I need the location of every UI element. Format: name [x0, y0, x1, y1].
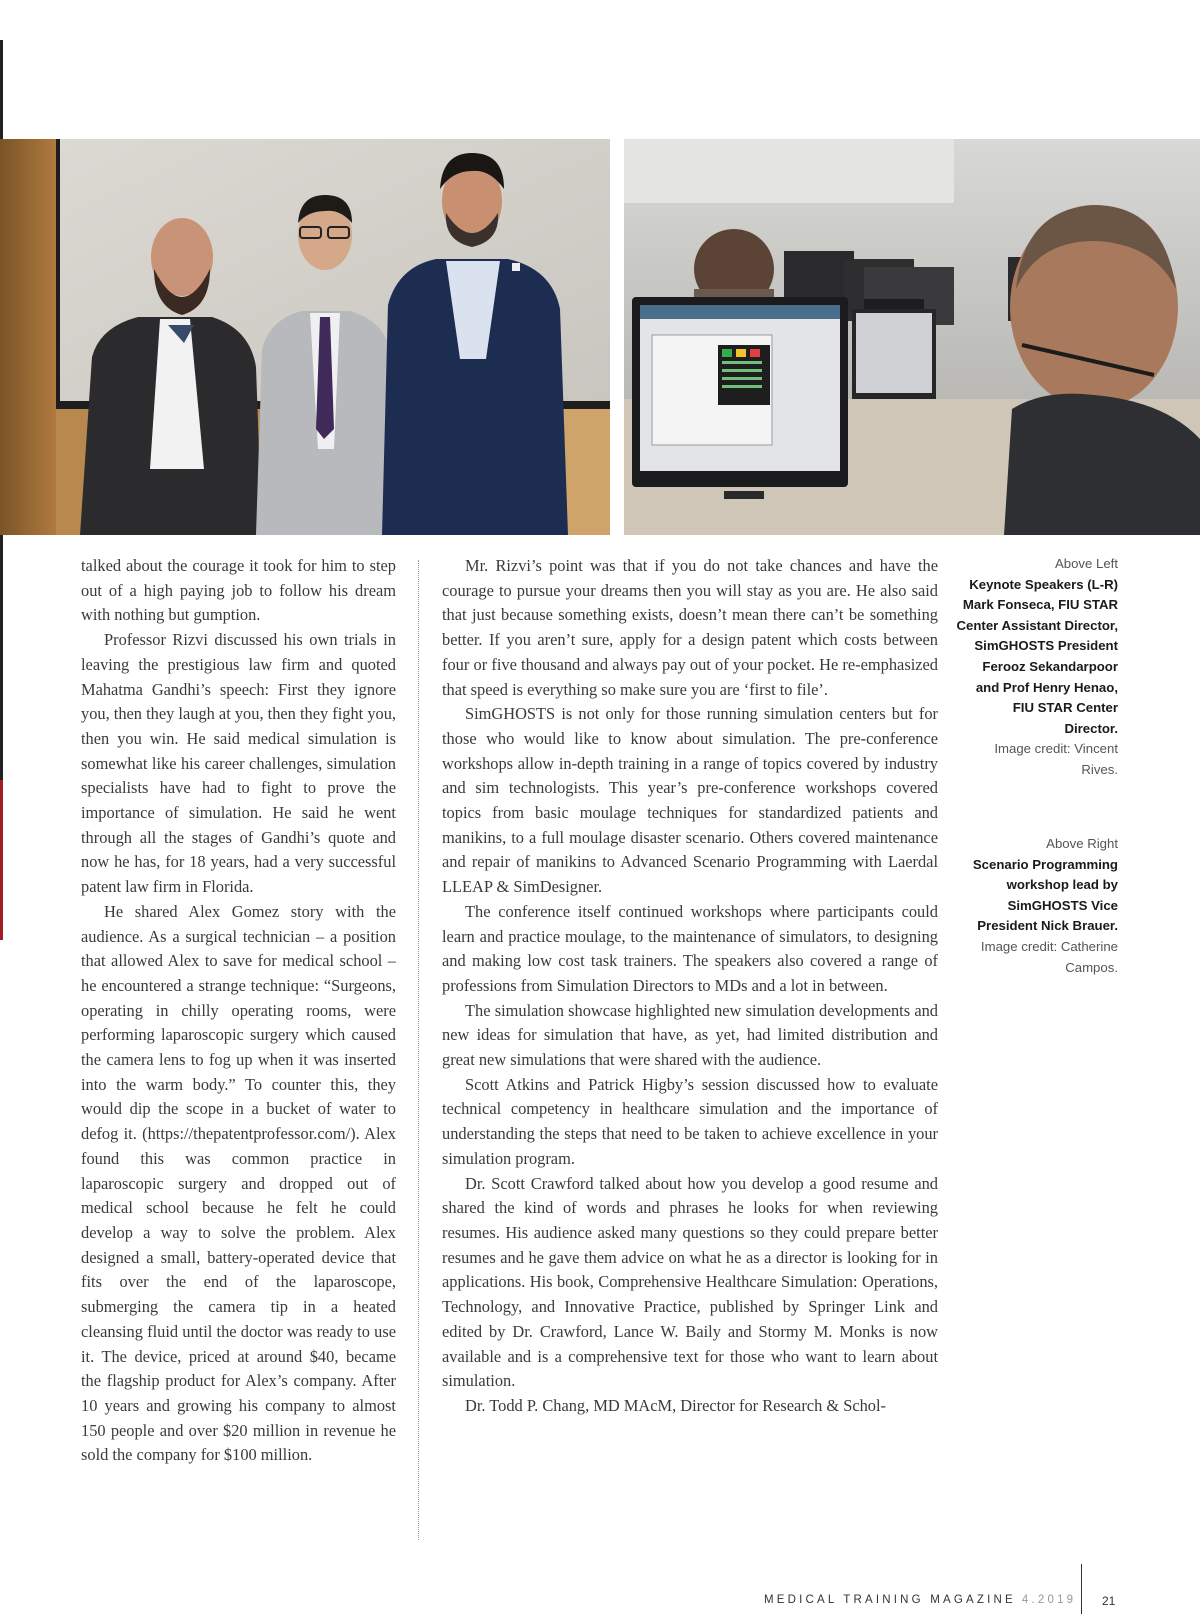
- caption-body: Scenario Programming workshop lead by SimGHOSTS Vice President Nick Brauer.: [972, 856, 1118, 934]
- paragraph: Dr. Todd P. Chang, MD MAcM, Director for Research & Schol-: [465, 1395, 886, 1415]
- paragraph: talked about the courage it took for him to step out of a high paying job to follow his dream with nothing but gumption.: [81, 556, 396, 625]
- issue-date: 4.2019: [1021, 1594, 1077, 1606]
- paragraph: Scott Atkins and Patrick Higby’s session discussed how to evaluate technical competency in healthcare simulation and the importance of understanding the steps that need to be taken to achieve excellence in your simulation program.: [442, 1074, 938, 1168]
- paragraph: The conference itself continued workshops where participants could learn and practice moulage, to the maintenance of simulators, to designing and making low cost task trainers. The speakers also covered a range of professions from Simulation Directors to MDs and a lot in between.: [442, 901, 938, 995]
- photo-three-speakers-icon: [0, 139, 610, 535]
- page-number: 21: [1102, 1594, 1116, 1608]
- footer-magazine-line: [764, 1594, 1076, 1606]
- caption-title: Above Right: [1046, 836, 1118, 851]
- photo-keynote-speakers: [0, 139, 610, 535]
- paragraph: SimGHOSTS is not only for those running simulation centers but for those who would like to know about simulation. The pre-conference workshops allow in-depth training in a range of topics covered by industry and sim technologists. This year’s pre-conference workshops covered topics from basic moulage techniques for standardized patients and manikins, to a full moulage disaster scenario. Others covered maintenance and repair of manikins to Advanced Scenario Programming with Laerdal LLEAP & SimDesigner.: [442, 704, 938, 897]
- paragraph: The simulation showcase highlighted new simulation developments and new ideas for simulation that have, as yet, had limited distribution and great new simulations that were shared with the audience.: [442, 1000, 938, 1070]
- photo-scenario-workshop: [624, 139, 1200, 535]
- caption-above-left: [956, 554, 1118, 781]
- paragraph: Mr. Rizvi’s point was that if you do not take chances and have the courage to pursue your dreams then you will stay as you are. He also said that just because something exists, doesn’t mean there can’t be something better. If you aren’t sure, apply for a design patent which costs between four or five thousand and always pay out of your pocket. He re-emphasized that speed is everything so make sure you are ‘first to file’.: [442, 556, 938, 699]
- column-divider: [418, 560, 419, 1540]
- paragraph: Dr. Scott Crawford talked about how you develop a good resume and shared the kind of words and phrases he looks for when reviewing resumes. His audience asked many questions so they could prepare better resumes and he gave them advice on what he as a director is looking for in applications. His book, Comprehensive Healthcare Simulation: Operations, Technology, and Innovative Practice, published by Springer Link and edited by Dr. Crawford, Lance W. Baily and Stormy M. Monks is now available and is a comprehensive text for those who want to learn about simulation.: [442, 1173, 938, 1391]
- caption-body: Keynote Speakers (L-R) Mark Fonseca, FIU STAR Center Assistant Director, SimGHOSTS President Ferooz Sekandarpoor and Prof Henry Henao, FIU STAR Center Director.: [956, 576, 1118, 736]
- caption-credit: Image credit: Catherine Campos.: [980, 938, 1118, 975]
- article-column-middle: [442, 554, 938, 1419]
- paragraph: He shared Alex Gomez story with the audience. As a surgical technician – a position that allowed Alex to save for medical school – he encountered a strange technique: “Surgeons, operating in chilly operating rooms, were performing laparoscopic surgery which caused the camera lens to fog up when it was inserted into the warm body.” To counter this, they would dip the scope in a bucket of water to defog it. (https://thepatentprofessor.com/). Alex found this was common practice in laparoscopic surgery and dropped out of medical school because he felt he could develop a way to solve the problem. Alex designed a small, battery-operated device that fits over the end of the laparoscope, submerging the camera tip in a heated cleansing fluid until the doctor was ready to use it. The device, priced at around $40, became the flagship product for Alex’s company. After 10 years and growing his company to almost 150 people and over $20 million in revenue he sold the company for $100 million.: [81, 901, 396, 1465]
- photo-computer-workshop-icon: [624, 139, 1200, 535]
- paragraph: Professor Rizvi discussed his own trials in leaving the prestigious law firm and quoted Mahatma Gandhi’s speech: First they ignore you, then they laugh at you, then they fight you, then you win. He said medical simulation is somewhat like his career challenges, simulation specialists have had to fight to prove the importance of simulation. He said he went through all the stages of Gandhi’s quote and now he has, for 18 years, had a very successful patent law firm in Florida.: [81, 630, 397, 897]
- magazine-name: MEDICAL TRAINING MAGAZINE: [764, 1594, 1016, 1606]
- article-column-left: [81, 554, 396, 1468]
- footer-divider: [1081, 1564, 1082, 1614]
- page-footer: [760, 1594, 1200, 1614]
- caption-above-right: [956, 834, 1118, 978]
- caption-title: Above Left: [1054, 556, 1118, 571]
- page-edge-accent: [0, 780, 3, 940]
- caption-credit: Image credit: Vincent Rives.: [994, 741, 1118, 777]
